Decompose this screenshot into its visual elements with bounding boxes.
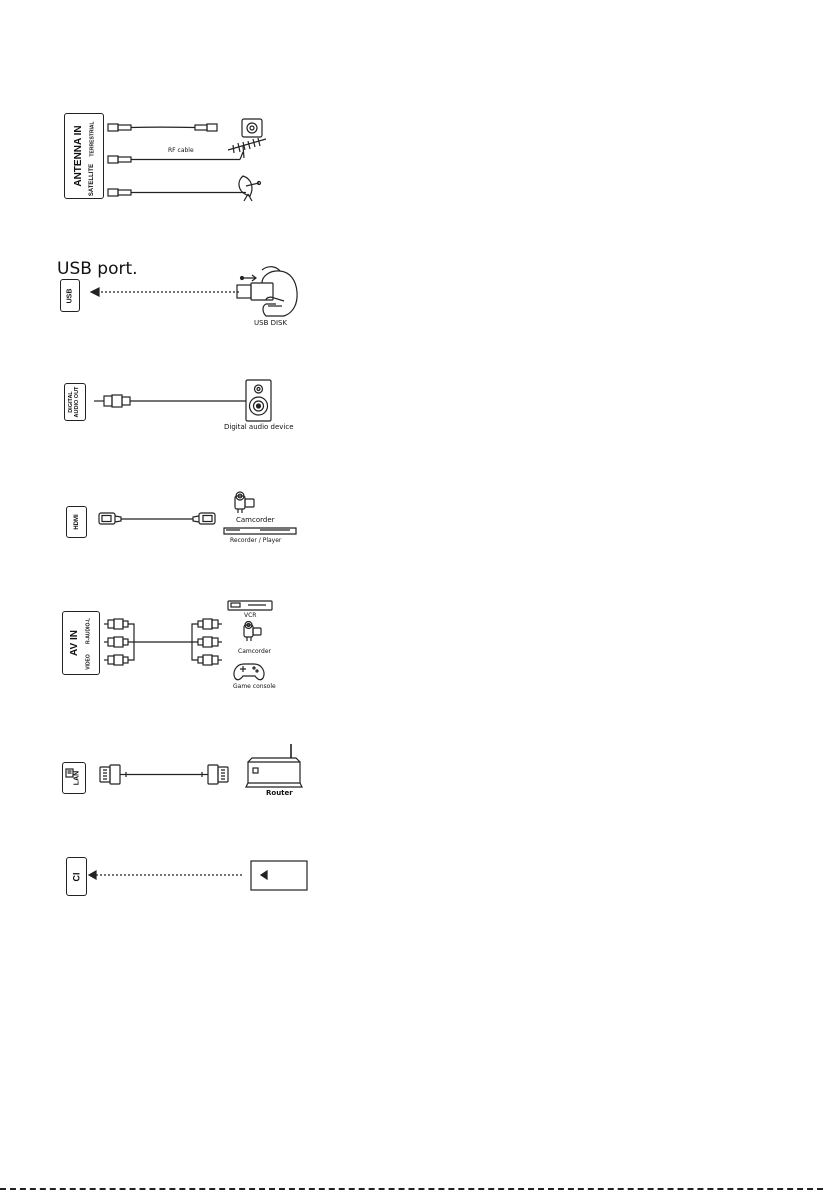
page-bottom-border [0, 1188, 823, 1190]
vcr-label: VCR [244, 612, 257, 619]
router-label: Router [266, 789, 293, 797]
antenna-panel [64, 113, 104, 199]
digital-audio-line1: DIGITAL [68, 391, 75, 413]
digital-audio-line2: AUDIO OUT [74, 386, 80, 418]
av-audio-label: R-AUDIO-L [85, 617, 92, 644]
digital-audio-panel [64, 383, 86, 421]
av-panel [62, 611, 100, 675]
game-console-label: Game console [233, 683, 276, 690]
digital-audio-device-label: Digital audio device [224, 423, 294, 431]
av-panel-title: AV IN [68, 630, 80, 656]
av-video-label: VIDEO [85, 653, 92, 670]
lan-panel [62, 762, 86, 794]
usb-panel [60, 279, 80, 312]
digital-audio-panel-label [69, 387, 81, 418]
rf-cable-label: RF cable [168, 147, 194, 154]
recorder-player-label: Recorder / Player [230, 537, 282, 544]
usb-panel-label: USB [66, 288, 74, 303]
hdmi-panel [66, 506, 87, 538]
antenna-panel-title: ANTENNA IN [73, 125, 85, 187]
antenna-terrestrial-label: TERRESTRIAL [89, 121, 96, 157]
lan-panel-label: LAN [73, 770, 81, 786]
usb-disk-label: USB DISK [254, 319, 288, 327]
hdmi-panel-label: HDMI [73, 514, 80, 530]
ci-panel [66, 857, 87, 896]
antenna-satellite-label: SATELLITE [89, 163, 96, 196]
av-camcorder-label: Camcorder [238, 648, 272, 655]
hdmi-camcorder-label: Camcorder [236, 516, 275, 524]
usb-port-heading: USB port. [57, 259, 138, 279]
ci-panel-label: CI [70, 872, 81, 881]
